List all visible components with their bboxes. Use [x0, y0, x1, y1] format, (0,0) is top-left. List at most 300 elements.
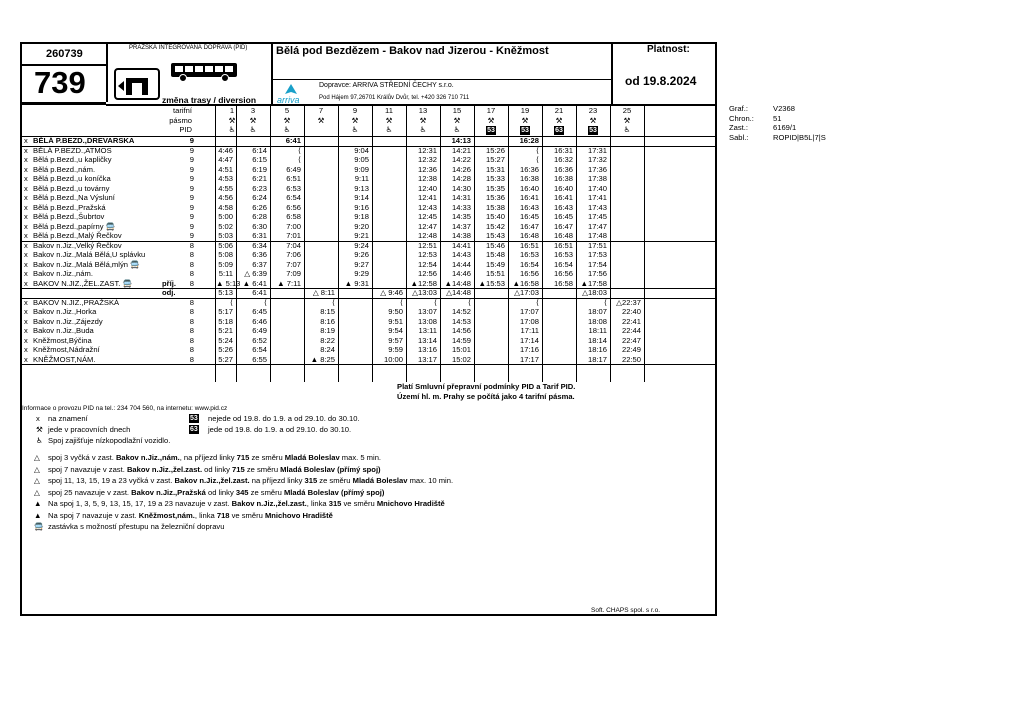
time-cell: 16:45	[519, 212, 539, 221]
time-cell: 13:07	[417, 307, 437, 316]
time-cell: 10:00	[383, 354, 403, 364]
time-cell: 17:47	[587, 221, 607, 231]
time-cell: 12:45	[417, 212, 437, 221]
connection-symbol: ▲	[34, 510, 42, 520]
time-cell: 6:34	[252, 240, 267, 250]
trip-number: 21	[554, 106, 564, 115]
time-cell: 14:28	[451, 174, 471, 183]
time-cell: 15:27	[485, 155, 505, 164]
time-cell: 17:08	[519, 316, 539, 326]
tariff-zone: 8	[189, 326, 194, 335]
time-cell: 16:32	[553, 155, 573, 164]
time-cell: 6:51	[286, 174, 301, 183]
restriction-code: 53	[521, 127, 529, 134]
connection-part: od linky	[205, 487, 236, 497]
tariff-zone: 9	[189, 155, 194, 164]
time-cell: ▲12:58	[410, 278, 437, 288]
tariff-zone: 8	[189, 297, 194, 307]
time-cell: ⟨	[468, 297, 471, 307]
time-cell: 16:40	[553, 183, 573, 193]
time-cell: 14:43	[451, 250, 471, 259]
workday-icon: ⚒	[351, 115, 359, 125]
time-cell: 6:56	[286, 202, 301, 212]
workday-icon: ⚒	[589, 115, 597, 125]
time-cell: 14:35	[451, 212, 471, 221]
time-cell: △13:03	[412, 288, 437, 297]
time-cell: 9:54	[388, 326, 403, 335]
time-cell: 16:41	[519, 193, 539, 202]
time-cell: △18:03	[582, 288, 607, 297]
time-cell: 17:56	[587, 269, 607, 278]
time-cell: 14:31	[451, 193, 471, 202]
time-cell: 17:54	[587, 259, 607, 269]
time-cell: 15:46	[485, 240, 505, 250]
time-cell: ▲ 8:25	[310, 354, 335, 364]
footer: Soft. CHAPS spol. s r.o.	[591, 607, 660, 614]
connection-part: Bakov n.Jiz.,nám.	[115, 453, 180, 462]
time-cell: 15:26	[485, 145, 505, 155]
time-cell: 6:54	[286, 193, 301, 202]
connection-part: Na spoj 1, 3, 5, 9, 13, 15, 17, 19 a 23 navazuje v zast.	[48, 499, 232, 508]
connection-part: ze směru	[317, 476, 353, 485]
time-cell: 6:41	[285, 136, 301, 145]
legend-symbol: ⚒	[36, 425, 43, 434]
connection-part: Bakov n.Jiz.,žel.zast.	[126, 464, 203, 474]
time-cell: 18:14	[587, 335, 607, 345]
time-cell: ⟨	[298, 145, 301, 155]
connection-part: Mladá Boleslav (přímý spoj)	[283, 487, 385, 497]
time-cell: 17:53	[587, 250, 607, 259]
workday-icon: ⚒	[555, 115, 563, 125]
workday-icon: ⚒	[521, 115, 529, 125]
time-cell: 17:32	[587, 155, 607, 164]
time-cell: 9:11	[354, 174, 369, 183]
time-cell: 6:49	[286, 164, 301, 174]
time-cell: 16:56	[553, 269, 573, 278]
pid-flag: ♿	[228, 125, 236, 134]
time-cell: 17:36	[587, 164, 607, 174]
time-cell: 16:31	[553, 145, 573, 155]
time-cell: 7:00	[286, 221, 301, 231]
time-cell: △17:03	[514, 288, 539, 297]
time-cell: 5:08	[218, 250, 233, 259]
time-cell: 15:42	[485, 221, 505, 231]
stop-name: Bělá p.Bezd.,nám.	[33, 164, 96, 174]
time-cell: 16:38	[519, 174, 539, 183]
time-cell: 5:02	[218, 221, 233, 231]
request-stop-flag: x	[24, 155, 28, 164]
connection-text	[48, 499, 445, 509]
legend-text: na znamení	[48, 414, 88, 423]
stop-name: Kněžmost,Býčina	[33, 335, 92, 345]
time-cell: 5:27	[218, 354, 233, 364]
connection-part: Bakov n.Jiz.,žel.zast.	[174, 476, 250, 485]
time-cell: 18:16	[587, 345, 607, 354]
side-value: ROPID|B5L|7|S	[773, 132, 826, 142]
pid-label: PRAŽSKÁ INTEGROVANÁ DOPRAVA (PID)	[129, 45, 248, 51]
request-stop-flag: x	[24, 240, 28, 250]
time-cell: 4:51	[218, 164, 233, 174]
time-cell: 16:38	[553, 174, 573, 183]
time-cell: 12:36	[417, 164, 437, 174]
time-cell: 5:11	[218, 269, 233, 278]
trip-number: 19	[520, 106, 530, 115]
time-cell: 14:26	[451, 164, 471, 174]
time-cell: ▲ 6:41	[242, 278, 267, 288]
tariff-zone: 8	[189, 259, 194, 269]
request-stop-flag: x	[24, 212, 28, 221]
time-cell: 13:11	[418, 326, 437, 335]
time-cell: ⟨	[604, 297, 607, 307]
time-cell: 17:11	[520, 326, 539, 335]
time-cell: ▲15:53	[478, 278, 505, 288]
time-cell: 4:56	[218, 193, 233, 202]
request-stop-flag: x	[24, 269, 28, 278]
time-cell: 17:40	[587, 183, 607, 193]
time-cell: 14:59	[451, 335, 471, 345]
time-cell: 6:14	[252, 145, 267, 155]
side-value: V2368	[773, 104, 795, 113]
time-cell: 15:31	[485, 164, 505, 174]
time-cell: 6:26	[252, 202, 267, 212]
connection-part: 315	[328, 499, 342, 508]
time-cell: 9:24	[354, 240, 369, 250]
time-cell: 6:23	[252, 183, 267, 193]
request-stop-flag: x	[24, 354, 28, 364]
stop-name: Bakov n.Jiz.,Zájezdy	[33, 316, 103, 326]
time-cell: 17:51	[587, 240, 607, 250]
time-cell: 12:51	[417, 240, 437, 250]
trip-number: 15	[452, 106, 462, 115]
workday-icon: ⚒	[385, 115, 393, 125]
connection-text	[48, 511, 333, 521]
time-cell: 15:49	[485, 259, 505, 269]
time-cell: 14:21	[451, 145, 471, 155]
side-key: Chron.:	[729, 113, 754, 123]
connection-part: Kněžmost,nám.	[138, 510, 195, 520]
tariff-zone: 8	[189, 335, 194, 345]
connection-part: Bakov n.Jiz.,Pražská	[131, 487, 206, 497]
request-stop-flag: x	[24, 326, 28, 335]
request-stop-flag: x	[24, 345, 28, 354]
time-cell: 7:09	[286, 269, 301, 278]
tariff-zone: 8	[189, 240, 194, 250]
request-stop-flag: x	[24, 183, 28, 193]
time-cell: 22:50	[621, 354, 641, 364]
time-cell: 12:31	[417, 145, 437, 155]
time-cell: 12:43	[417, 202, 437, 212]
stop-name: Bakov n.Jiz.,Velký Řečkov	[33, 240, 122, 250]
connection-part: max. 10 min.	[407, 476, 454, 485]
connection-part: ze směru	[244, 464, 281, 474]
time-cell: 13:08	[417, 316, 437, 326]
time-cell: 14:53	[451, 316, 471, 326]
stop-name: Bělá p.Bezd.,u kapličky	[33, 155, 112, 164]
trip-number: 9	[352, 106, 358, 115]
time-cell: 16:51	[553, 240, 573, 250]
time-cell: ▲16:58	[512, 278, 539, 288]
connection-part: Mladá Boleslav	[284, 453, 340, 462]
time-cell: ⟨	[332, 297, 335, 307]
legend-text: jede v pracovních dnech	[48, 425, 131, 434]
connection-part: 715	[236, 453, 250, 462]
connection-part: , linka	[306, 499, 329, 508]
time-cell: 13:17	[417, 354, 437, 364]
time-cell: 16:40	[519, 183, 539, 193]
time-cell: 8:16	[320, 316, 335, 326]
time-cell: 9:05	[354, 155, 369, 164]
time-cell: ▲17:58	[580, 278, 607, 288]
connection-part: spoj 11, 13, 15, 19 a 23 vyčká v zast.	[48, 476, 175, 485]
request-stop-flag: x	[24, 145, 28, 155]
pid-flag	[510, 125, 540, 135]
time-cell: 15:36	[485, 193, 505, 202]
arriva-logo-icon	[276, 82, 306, 104]
side-value: 6169/1	[773, 123, 797, 132]
restriction-code: 63	[555, 127, 563, 134]
connection-part: zastávka s možností přestupu na železniční dopravu	[48, 522, 225, 531]
request-stop-flag: x	[24, 164, 28, 174]
time-cell: ⟨	[536, 297, 539, 307]
time-cell: 9:09	[354, 164, 369, 174]
restriction-code: 53	[487, 127, 495, 134]
restriction-code: 63	[190, 426, 198, 433]
time-cell: 14:56	[451, 326, 471, 335]
time-cell: ⟨	[230, 297, 233, 307]
connection-part: 315	[304, 476, 318, 485]
time-cell: 8:24	[320, 345, 335, 354]
time-cell: 7:07	[286, 259, 301, 269]
time-cell: 4:58	[218, 202, 233, 212]
time-cell: 6:28	[252, 212, 267, 221]
tariff-zone: 9	[189, 145, 194, 155]
request-stop-flag: x	[24, 231, 28, 240]
time-cell: 6:15	[252, 155, 267, 164]
time-cell: 22:49	[621, 345, 641, 354]
time-cell: 9:20	[354, 221, 369, 231]
tariff-zone: 8	[189, 250, 194, 259]
time-cell: ▲ 5:13	[216, 278, 241, 288]
time-cell: 18:08	[587, 316, 607, 326]
time-cell: 5:26	[218, 345, 233, 354]
stop-name: Bělá p.Bezd.,u továrny	[33, 183, 110, 193]
connection-part: ve směru	[229, 510, 265, 520]
time-cell: 15:01	[451, 345, 471, 354]
time-cell: 9:21	[354, 231, 369, 240]
stop-name: BĚLÁ P.BEZD.,ATMOS	[33, 145, 112, 155]
time-cell: 14:52	[451, 307, 471, 316]
stop-name: Bakov n.Jiz.,Buda	[33, 326, 94, 335]
connection-text	[48, 488, 384, 498]
time-cell: 14:13	[451, 136, 471, 145]
connection-part: 718	[216, 510, 230, 520]
info-line: Informace o provozu PID na tel.: 234 704 560, na internetu: www.pid.cz	[22, 405, 228, 412]
tariff-zone: 9	[189, 231, 194, 240]
tariff-zone: 9	[189, 193, 194, 202]
line-number: 739	[34, 65, 86, 100]
connection-part: ze směru	[249, 453, 285, 462]
connection-part: Mnichovo Hradiště	[376, 499, 445, 508]
time-cell: 14:41	[451, 240, 471, 250]
connection-part: na příjezd linky	[249, 476, 305, 485]
connection-symbol: △	[34, 464, 40, 474]
time-cell: 17:45	[587, 212, 607, 221]
workday-icon: ⚒	[487, 115, 495, 125]
time-cell: 17:48	[587, 231, 607, 240]
time-cell: 12:38	[417, 174, 437, 183]
time-cell: 16:47	[553, 221, 573, 231]
time-cell: 6:49	[252, 326, 267, 335]
time-cell: 6:53	[286, 183, 301, 193]
connection-part: , linka	[194, 510, 217, 520]
workday-icon: ⚒	[228, 115, 236, 125]
tariff-note-2: Území hl. m. Prahy se počítá jako 4 tarifní pásma.	[397, 392, 575, 401]
tariff-zone: 8	[189, 316, 194, 326]
time-cell: 5:21	[218, 326, 233, 335]
time-cell: 4:53	[218, 174, 233, 183]
trip-number: 3	[250, 106, 256, 115]
time-cell: 16:43	[519, 202, 539, 212]
time-cell: 6:58	[286, 212, 301, 221]
time-cell: ⟨	[400, 297, 403, 307]
time-cell: 6:24	[252, 193, 267, 202]
trip-number: 25	[622, 106, 632, 115]
time-cell: 9:18	[354, 212, 369, 221]
stop-name: Bělá p.Bezd.,Šubrtov	[33, 212, 105, 221]
trip-number: 13	[418, 106, 428, 115]
time-cell: 22:47	[621, 335, 641, 345]
stop-name: Bělá p.Bezd.,papírny 🚍	[33, 221, 116, 231]
time-cell: 15:40	[485, 212, 505, 221]
time-cell: 7:04	[286, 240, 301, 250]
time-cell: 16:53	[519, 250, 539, 259]
time-cell: 5:06	[218, 240, 233, 250]
time-cell: 16:43	[553, 202, 573, 212]
time-cell: 6:36	[252, 250, 267, 259]
side-value: 51	[773, 113, 782, 123]
pid-flag: ♿	[453, 125, 461, 134]
time-cell: 14:30	[451, 183, 471, 193]
time-cell: 9:50	[388, 307, 403, 316]
time-cell: △14:48	[446, 288, 471, 297]
operator-line1: Dopravce: ARRIVA STŘEDNÍ ČECHY s.r.o.	[319, 82, 454, 89]
time-cell: 16:36	[553, 164, 573, 174]
legend-symbol: x	[36, 414, 40, 423]
stop-name: BAKOV N.JIZ.,PRAŽSKÁ	[33, 297, 120, 307]
time-cell: 5:17	[218, 307, 233, 316]
time-cell: 14:33	[451, 202, 471, 212]
trip-number: 5	[284, 106, 290, 115]
time-cell: 6:37	[252, 259, 267, 269]
tariff-zone: 8	[189, 354, 194, 364]
time-cell: 15:43	[485, 231, 505, 240]
time-cell: 17:31	[587, 145, 607, 155]
time-cell: 5:09	[218, 259, 233, 269]
timetable-sheet	[20, 42, 717, 616]
time-cell: 15:38	[485, 202, 505, 212]
stop-name: Bělá p.Bezd.,u koníčka	[33, 174, 111, 183]
connection-part: spoj 25 navazuje v zast.	[48, 487, 132, 497]
time-cell: 22:40	[621, 307, 641, 316]
request-stop-flag: x	[24, 297, 28, 307]
pid-flag	[578, 125, 608, 135]
tariff-zone: 9	[189, 212, 194, 221]
stop-name: Bělá p.Bezd.,Pražská	[33, 202, 106, 212]
workday-icon: ⚒	[249, 115, 257, 125]
time-cell: 17:17	[519, 354, 539, 364]
request-stop-flag: x	[24, 259, 28, 269]
trip-number: 23	[588, 106, 598, 115]
connection-text	[48, 453, 381, 463]
tariff-zone: 9	[189, 174, 194, 183]
request-stop-flag: x	[24, 307, 28, 316]
connection-symbol: △	[34, 453, 40, 462]
legend-text: nejede od 19.8. do 1.9. a od 29.10. do 30.10.	[208, 414, 360, 423]
time-cell: 4:47	[218, 155, 233, 164]
time-cell: 12:32	[417, 155, 437, 164]
connection-text	[48, 465, 381, 475]
connection-part: spoj 3 vyčká v zast.	[48, 453, 116, 462]
time-cell: 12:48	[417, 231, 437, 240]
request-stop-flag: x	[24, 136, 28, 145]
time-cell: 12:47	[417, 221, 437, 231]
header-label: pásmo	[169, 115, 192, 125]
bus-icon	[169, 61, 241, 83]
trip-number: 11	[385, 106, 393, 115]
tariff-zone: 9	[189, 136, 194, 145]
connection-part: ze směru	[248, 487, 284, 497]
trip-number: 17	[486, 106, 496, 115]
stop-name: BAKOV N.JIZ.,ŽEL.ZAST. 🚍	[33, 278, 132, 288]
request-stop-flag: x	[24, 202, 28, 212]
time-cell: 5:13	[218, 288, 233, 297]
time-cell: 16:54	[519, 259, 539, 269]
time-cell: ⟨	[434, 297, 437, 307]
connection-symbol: ▲	[34, 499, 42, 508]
tariff-zone: 8	[189, 269, 194, 278]
time-cell: 6:19	[252, 164, 267, 174]
time-cell: 14:37	[451, 221, 471, 231]
stop-name: Bakov n.Jiz.,Horka	[33, 307, 97, 316]
time-cell: 5:00	[218, 212, 233, 221]
time-cell: 16:41	[553, 193, 573, 202]
time-cell: 17:38	[587, 174, 607, 183]
time-cell: 6:31	[252, 231, 267, 240]
header-label: PID	[179, 125, 192, 134]
connection-part: 345	[235, 487, 249, 497]
time-cell: 9:59	[388, 345, 403, 354]
request-stop-flag: x	[24, 221, 28, 231]
time-cell: 17:16	[519, 345, 539, 354]
connection-part: od linky	[202, 464, 233, 474]
restriction-code: 53	[190, 415, 198, 422]
time-cell: 16:51	[519, 240, 539, 250]
time-cell: 17:41	[587, 193, 607, 202]
time-cell: 17:07	[519, 307, 539, 316]
legend-symbol: ♿	[36, 436, 43, 445]
workday-icon: ⚒	[317, 115, 325, 125]
connection-part: spoj 7 navazuje v zast.	[48, 464, 127, 474]
time-cell: 15:51	[485, 269, 505, 278]
workday-icon: ⚒	[283, 115, 291, 125]
stop-name: Bakov n.Jiz.,nám.	[33, 269, 93, 278]
time-cell: 9:57	[388, 335, 403, 345]
connection-part: max. 5 min.	[339, 453, 382, 462]
time-cell: 17:43	[587, 202, 607, 212]
time-cell: 16:54	[553, 259, 573, 269]
time-cell: 4:55	[218, 183, 233, 193]
request-stop-flag: x	[24, 174, 28, 183]
